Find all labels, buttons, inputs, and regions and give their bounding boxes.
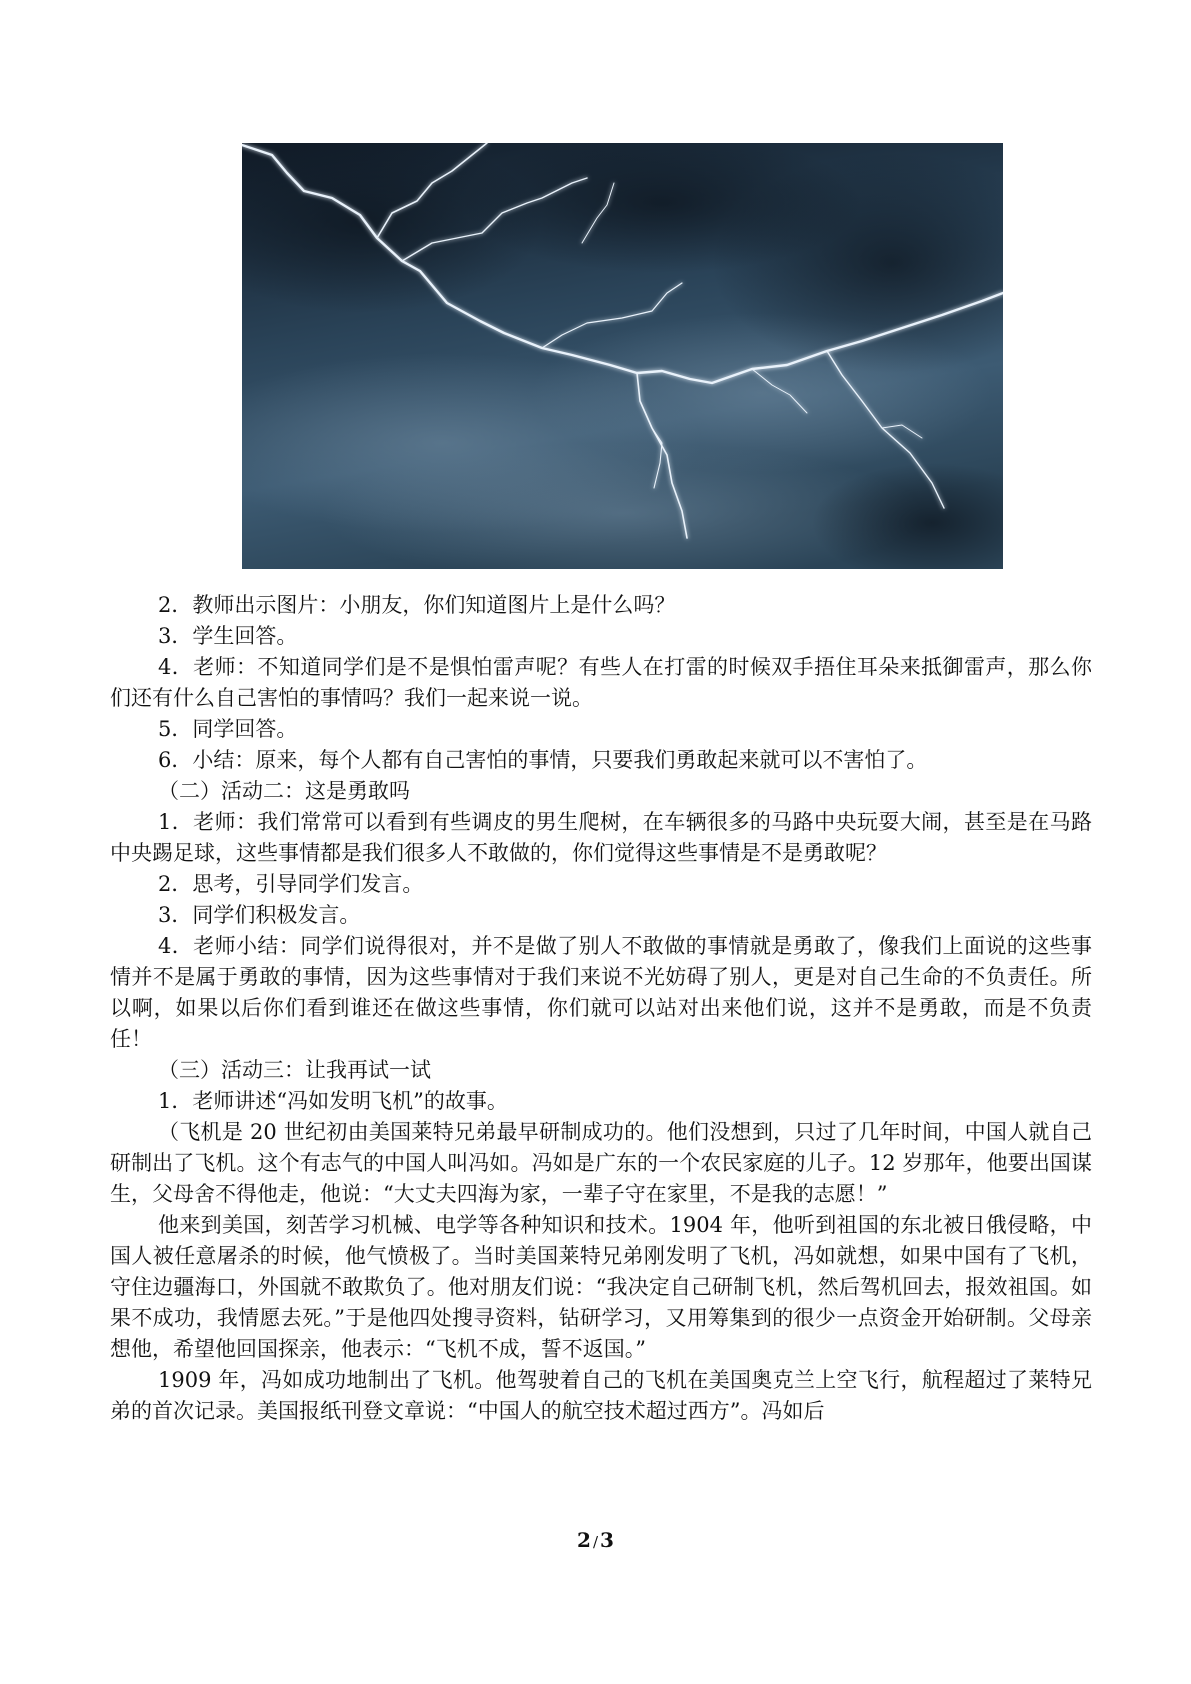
paragraph: 6．小结：原来，每个人都有自己害怕的事情，只要我们勇敢起来就可以不害怕了。 [158,748,928,772]
section-heading-activity-three: （三）活动三：让我再试一试 [158,1058,431,1082]
page-total: 3 [600,1528,614,1552]
section-heading-activity-two: （二）活动二：这是勇敢吗 [158,779,410,803]
paragraph: 3．学生回答。 [158,624,298,648]
lightning-storm-photo [242,143,1003,569]
document-body [110,590,1092,1427]
page-number [0,1528,1191,1552]
paragraph: 4．老师小结：同学们说得很对，并不是做了别人不敢做的事情就是勇敢了，像我们上面说的这些事情并不是属于勇敢的事情，因为这些事情对于我们来说不光妨碍了别人，更是对自己生命的不负责任。所以啊，如果以后你们看到谁还在做这些事情，你们就可以站对出来他们说，这并不是勇敢，而是不负责任！ [110,934,1092,1051]
paragraph: 1．老师：我们常常可以看到有些调皮的男生爬树，在车辆很多的马路中央玩耍大闹，甚至是在马路中央踢足球，这些事情都是我们很多人不敢做的，你们觉得这些事情是不是勇敢呢？ [110,810,1092,865]
paragraph: 2．思考，引导同学们发言。 [158,872,424,896]
story-paragraph: 1909 年，冯如成功地制出了飞机。他驾驶着自己的飞机在美国奥克兰上空飞行，航程超过了莱特兄弟的首次记录。美国报纸刊登文章说：“中国人的航空技术超过西方”。冯如后 [110,1368,1092,1423]
paragraph: 2．教师出示图片：小朋友，你们知道图片上是什么吗？ [158,593,676,617]
story-paragraph: 他来到美国，刻苦学习机械、电学等各种知识和技术。1904 年，他听到祖国的东北被日俄侵略，中国人被任意屠杀的时候，他气愤极了。当时美国莱特兄弟刚发明了飞机，冯如就想，如果中国有了飞机，守住边疆海口，外国就不敢欺负了。他对朋友们说：“我决定自己研制飞机，然后驾机回去，报效祖国。如果不成功，我情愿去死。”于是他四处搜寻资料，钻研学习，又用筹集到的很少一点资金开始研制。父母亲想他，希望他回国探亲，他表示：“飞机不成，誓不返国。” [110,1213,1092,1361]
paragraph: 3．同学们积极发言。 [158,903,361,927]
paragraph: 4．老师：不知道同学们是不是惧怕雷声呢？有些人在打雷的时候双手捂住耳朵来抵御雷声，那么你们还有什么自己害怕的事情吗？我们一起来说一说。 [110,655,1092,710]
page-current: 2 [577,1528,591,1552]
paragraph: 1．老师讲述“冯如发明飞机”的故事。 [158,1089,508,1113]
paragraph: 5．同学回答。 [158,717,298,741]
story-paragraph: （飞机是 20 世纪初由美国莱特兄弟最早研制成功的。他们没想到，只过了几年时间，中国人就自己研制出了飞机。这个有志气的中国人叫冯如。冯如是广东的一个农民家庭的儿子。12 岁那年，他要出国谋生，父母舍不得他走，他说：“大丈夫四海为家，一辈子守在家里，不是我的志愿！” [110,1120,1092,1206]
page-separator: / [592,1533,599,1551]
